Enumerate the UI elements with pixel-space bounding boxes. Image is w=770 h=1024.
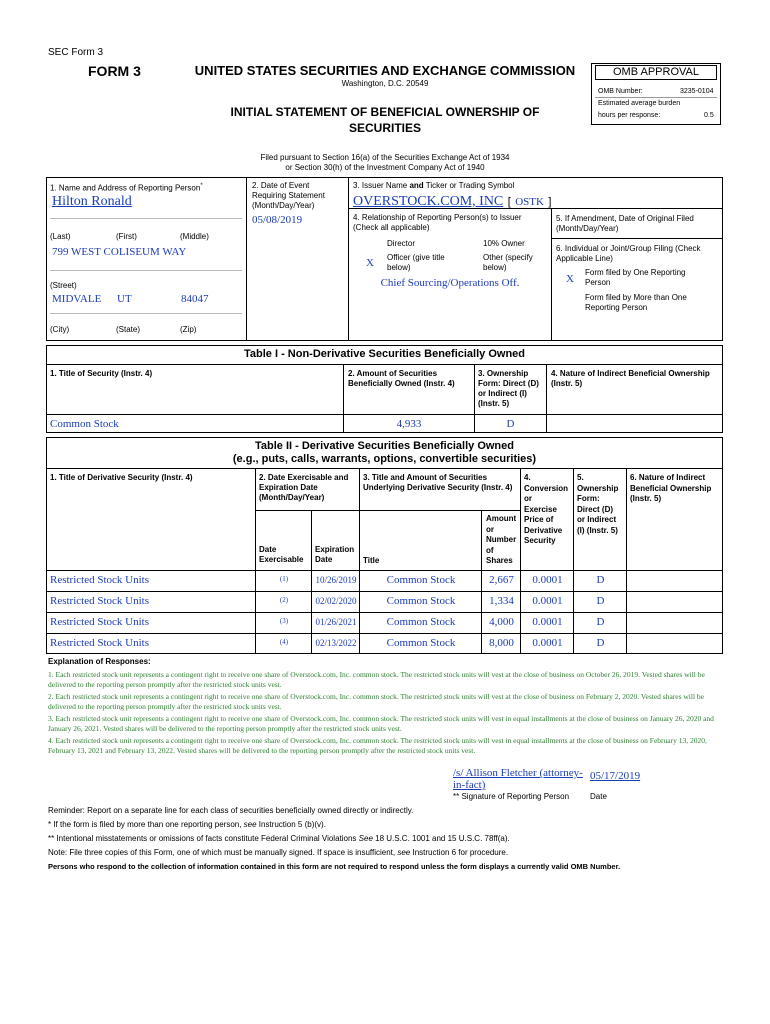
table-2-col-ownership: 5. Ownership Form: Direct (D) or Indirect (I) (Instr. 5) <box>577 473 619 535</box>
star-note: * If the form is filed by more than one reporting person, see Instruction 5 (b)(v). <box>48 820 326 829</box>
table-row <box>46 634 723 654</box>
table-2-title: Table II - Derivative Securities Beneficially Owned (e.g., puts, calls, warrants, options, convertible securities) <box>232 440 537 465</box>
row-footnote[interactable]: (2) <box>279 596 289 604</box>
row-price: 0.0001 <box>532 616 563 628</box>
table-1-col-title: 1. Title of Security (Instr. 4) <box>50 369 153 378</box>
relationship-label: 4. Relationship of Reporting Person(s) to Issuer (Check all applicable) <box>353 213 522 232</box>
table-2-col-conversion: 4. Conversion or Exercise Price of Derivative Security <box>524 473 569 545</box>
row-title: Restricted Stock Units <box>50 574 149 586</box>
sec-form-label: SEC Form 3 <box>48 47 104 58</box>
footnote-2: 2. Each restricted stock unit represents a contingent right to receive one share of Overstock.com, Inc. common stock. The restricted stock units will vest at the close of business on February 2, 2020. Vested shares will be delivered to the reporting person promptly after the restricted stock units vest. <box>48 692 705 711</box>
row-expiration: 02/13/2022 <box>315 638 357 648</box>
zip-value: 84047 <box>181 293 209 305</box>
street-label: (Street) <box>50 281 77 290</box>
issuer-name-line: OVERSTOCK.COM, INC [ OSTK ] <box>353 194 552 209</box>
reminder-text: Reminder: Report on a separate line for each class of securities beneficially owned directly or indirectly. <box>48 806 414 815</box>
one-person-check-mark: X <box>566 273 574 285</box>
table-1-row-form: D <box>506 418 515 430</box>
row-footnote[interactable]: (4) <box>279 638 289 646</box>
row-amount: 1,334 <box>489 595 514 607</box>
officer-option: Officer (give title below) <box>387 253 445 272</box>
table-2-col-underlying: 3. Title and Amount of Securities Underlying Derivative Security (Instr. 4) <box>363 473 513 492</box>
table-1-title: Table I - Non-Derivative Securities Beneficially Owned <box>244 348 525 360</box>
signature-label: ** Signature of Reporting Person <box>453 792 570 801</box>
first-label: (First) <box>116 232 137 241</box>
commission-title: UNITED STATES SECURITIES AND EXCHANGE COMMISSION <box>194 63 576 78</box>
table-row <box>46 613 723 633</box>
issuer-label: 3. Issuer Name and Ticker or Trading Symbol <box>353 181 515 190</box>
statement-title-line-2: SECURITIES <box>348 121 421 135</box>
row-amount: 8,000 <box>489 637 514 649</box>
middle-label: (Middle) <box>180 232 209 241</box>
event-date-label: 2. Date of Event Requiring Statement (Month/Day/Year) <box>252 181 325 210</box>
footnote-3: 3. Each restricted stock unit represents a contingent right to receive one share of Overstock.com, Inc. common stock. The restricted stock units will vest in equal installments at the close of business on January 26, 2020 and January 26, 2021. Vested shares will be delivered to the reporting person promptly after the restricted stock units vest. <box>48 714 714 733</box>
city-label: (City) <box>50 325 70 334</box>
omb-disclaimer: Persons who respond to the collection of information contained in this form are not required to respond unless the form displays a currently valid OMB Number. <box>48 862 621 871</box>
filed-pursuant-line-1: Filed pursuant to Section 16(a) of the Securities Exchange Act of 1934 <box>260 153 510 162</box>
table-2-col-expiration: Expiration Date <box>315 545 355 564</box>
row-form: D <box>596 574 605 586</box>
row-footnote[interactable]: (1) <box>279 575 289 583</box>
officer-title: Chief Sourcing/Operations Off. <box>380 277 520 289</box>
row-footnote[interactable]: (3) <box>279 617 289 625</box>
commission-city: Washington, D.C. 20549 <box>341 79 429 88</box>
row-title: Restricted Stock Units <box>50 616 149 628</box>
row-form: D <box>596 637 605 649</box>
table-1-col-amount: 2. Amount of Securities Beneficially Owned (Instr. 4) <box>348 369 455 388</box>
multi-person-option: Form filed by More than One Reporting Person <box>585 293 687 312</box>
table-1-row-amount: 4,933 <box>396 418 422 430</box>
table-2-col-title: 1. Title of Derivative Security (Instr. 4) <box>50 473 193 482</box>
amendment-label: 5. If Amendment, Date of Original Filed (Month/Day/Year) <box>556 214 694 233</box>
file-copies-note: Note: File three copies of this Form, one of which must be manually signed. If space is insufficient, see Instruction 6 for procedure. <box>48 848 509 857</box>
event-date-value: 05/08/2019 <box>252 214 303 226</box>
table-1-col-nature: 4. Nature of Indirect Beneficial Ownership (Instr. 5) <box>551 369 710 388</box>
statement-title <box>190 104 580 136</box>
issuer-ticker: OSTK <box>515 196 544 208</box>
filed-pursuant-line-2: or Section 30(h) of the Investment Company Act of 1940 <box>285 163 485 172</box>
signature-name: /s/ Allison Fletcher (attorney- in-fact) <box>453 767 583 791</box>
row-security: Common Stock <box>386 595 456 607</box>
footnote-4: 4. Each restricted stock unit represents a contingent right to receive one share of Overstock.com, Inc. common stock. The restricted stock units will vest in equal installments at the close of business on February 13, 2020, February 13, 2021 and February 13, 2022. Vested shares will be delivered to the reporting person promptly after the restricted stock units vest. <box>48 736 707 755</box>
zip-label: (Zip) <box>180 325 197 334</box>
form-number: FORM 3 <box>88 63 141 79</box>
signature-date-label: Date <box>590 792 607 801</box>
reporting-person-label-mark: * <box>200 183 203 189</box>
row-title: Restricted Stock Units <box>50 595 149 607</box>
row-price: 0.0001 <box>532 637 563 649</box>
table-2-col-date-exercisable: Date Exercisable <box>259 545 304 564</box>
omb-number-value: 3235-0104 <box>680 88 714 95</box>
row-title: Restricted Stock Units <box>50 637 149 649</box>
row-security: Common Stock <box>386 574 456 586</box>
table-2-col-shares: Amount or Number of Shares <box>486 514 517 565</box>
officer-check-mark: X <box>366 257 374 269</box>
reporting-person-label: 1. Name and Address of Reporting Person* <box>50 183 203 193</box>
signature-date: 05/17/2019 <box>590 770 641 782</box>
table-2-col-sub-title: Title <box>363 556 380 565</box>
city-value: MIDVALE <box>52 293 102 305</box>
row-expiration: 10/26/2019 <box>315 575 357 585</box>
double-star-note: ** Intentional misstatements or omissions of facts constitute Federal Criminal Violations See 18 U.S.C. 1001 and 15 U.S.C. 78ff(a). <box>48 834 510 843</box>
footnote-1: 1. Each restricted stock unit represents a contingent right to receive one share of Overstock.com, Inc. common stock. The restricted stock units will vest at the close of business on October 26, 2019. Vested shares will be delivered to the reporting person promptly after the restricted stock units vest. <box>48 670 705 689</box>
state-label: (State) <box>116 325 141 334</box>
table-1-col-ownership: 3. Ownership Form: Direct (D) or Indirect (I) (Instr. 5) <box>478 369 539 408</box>
table-row <box>46 592 723 612</box>
table-row <box>46 571 723 591</box>
omb-hours-value: 0.5 <box>704 112 714 119</box>
row-amount: 4,000 <box>489 616 514 628</box>
explanation-notes <box>48 670 720 755</box>
last-label: (Last) <box>50 232 71 241</box>
row-expiration: 02/02/2020 <box>315 596 357 606</box>
director-option[interactable]: Director <box>387 239 416 248</box>
omb-title: OMB APPROVAL <box>595 65 717 80</box>
ten-pct-owner-option[interactable]: 10% Owner <box>483 239 525 248</box>
explanation-title: Explanation of Responses: <box>48 657 151 666</box>
filed-pursuant <box>190 153 580 173</box>
table-1-row-title: Common Stock <box>50 418 119 430</box>
statement-title-line-1: INITIAL STATEMENT OF BENEFICIAL OWNERSHIP OF <box>230 105 540 119</box>
row-form: D <box>596 616 605 628</box>
row-security: Common Stock <box>386 637 456 649</box>
issuer-name-link[interactable]: OVERSTOCK.COM, INC <box>353 194 504 209</box>
row-price: 0.0001 <box>532 595 563 607</box>
row-security: Common Stock <box>386 616 456 628</box>
state-value: UT <box>117 293 132 305</box>
table-2-col-dates: 2. Date Exercisable and Expiration Date (Month/Day/Year) <box>259 473 349 502</box>
filing-label: 6. Individual or Joint/Group Filing (Check Applicable Line) <box>556 244 701 263</box>
reporting-person-name[interactable]: Hilton Ronald <box>52 194 132 209</box>
table-2-col-nature: 6. Nature of Indirect Beneficial Ownership (Instr. 5) <box>630 473 712 503</box>
row-form: D <box>596 595 605 607</box>
one-person-option: Form filed by One Reporting Person <box>585 268 686 287</box>
omb-hours-label: hours per response: <box>598 112 661 119</box>
row-amount: 2,667 <box>489 574 514 586</box>
row-expiration: 01/26/2021 <box>315 617 357 627</box>
row-price: 0.0001 <box>532 574 563 586</box>
omb-number-label: OMB Number: <box>598 88 643 95</box>
street-address: 799 WEST COLISEUM WAY <box>52 246 187 258</box>
omb-burden-label: Estimated average burden <box>598 100 681 107</box>
other-option: Other (specify below) <box>483 253 533 272</box>
